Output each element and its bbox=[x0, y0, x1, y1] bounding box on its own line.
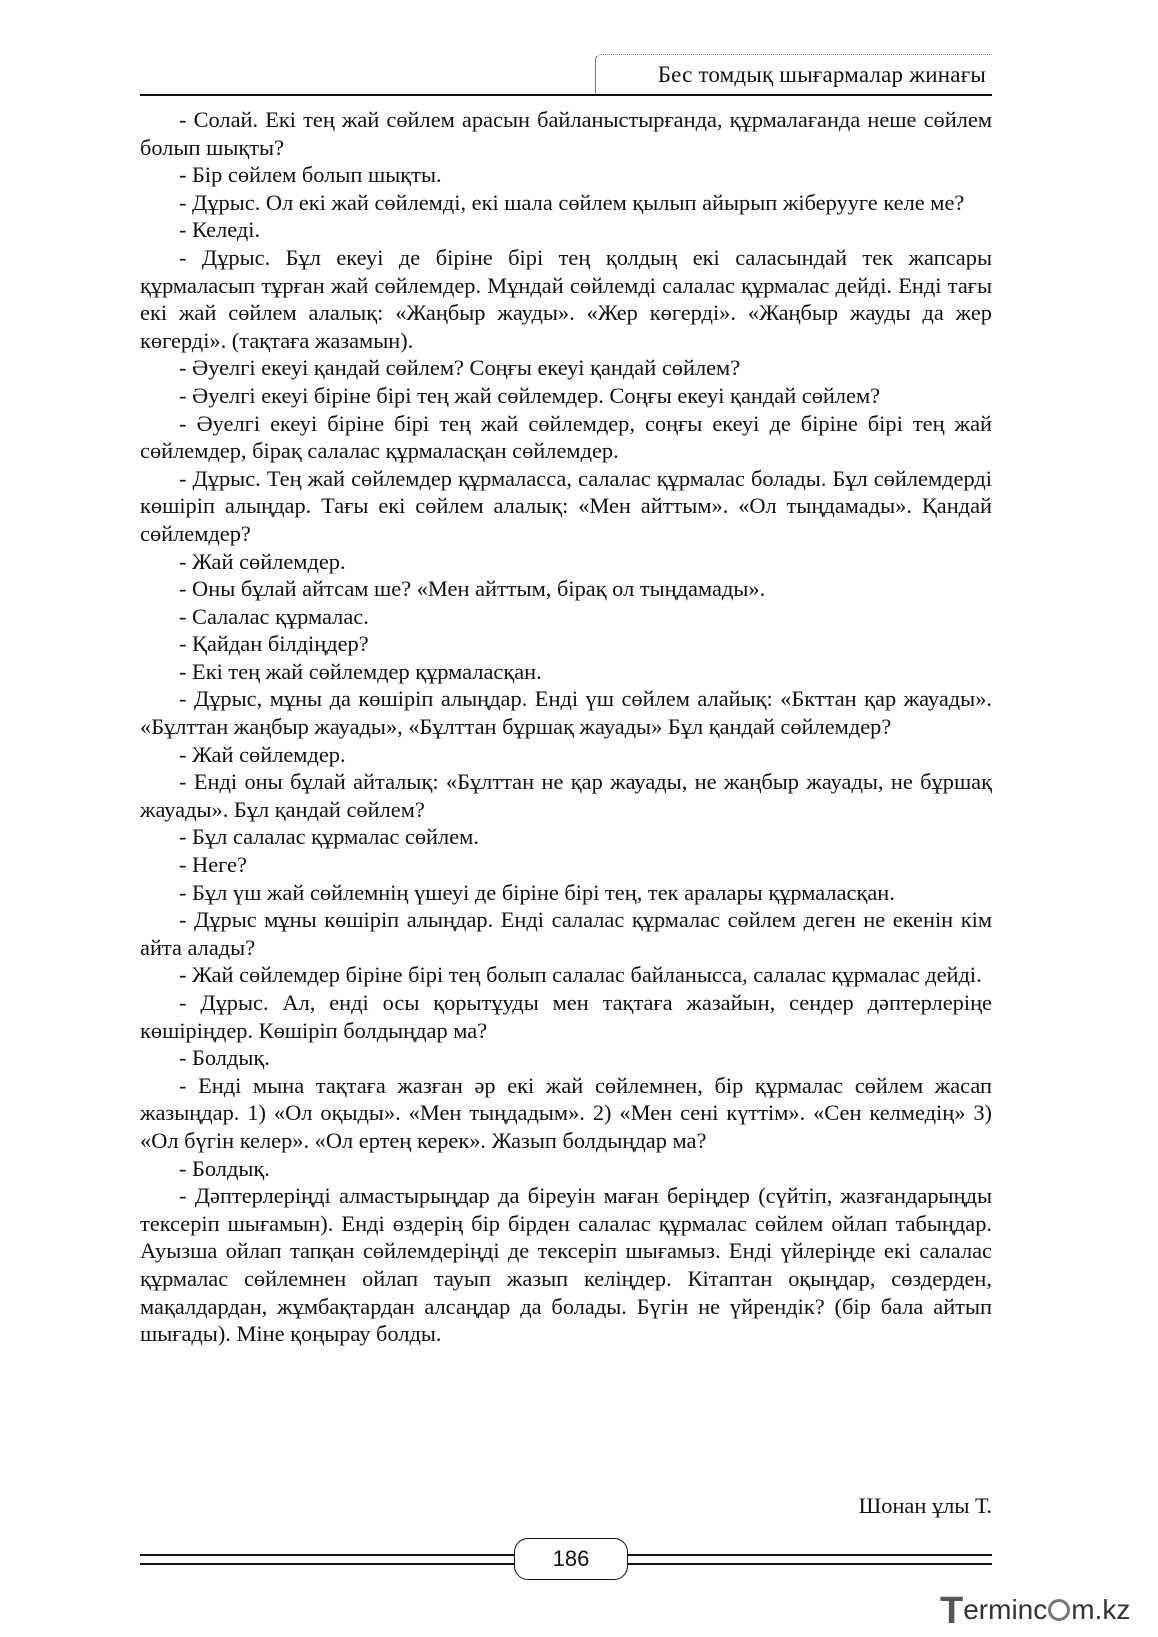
paragraph: - Салалас құрмалас. bbox=[179, 603, 369, 629]
paragraph: - Дұрыс мұны көшіріп алыңдар. Енді салалас құрмалас сөйлем деген не екенін кім айта алады? bbox=[140, 907, 992, 960]
body-text bbox=[140, 106, 992, 1348]
paragraph: - Келеді. bbox=[179, 217, 261, 243]
paragraph: - Бұл салалас құрмалас сөйлем. bbox=[179, 824, 479, 850]
paragraph: - Бір сөйлем болып шықты. bbox=[179, 162, 442, 188]
paragraph: - Солай. Екі тең жай сөйлем арасын байланыстырғанда, құрмалағанда неше сөйлем болып шықты? bbox=[140, 107, 992, 160]
paragraph: - Дұрыс. Ал, енді осы қорытұуды мен тақтаға жазайын, сендер дәптерлеріңе көшіріңдер. Көшіріп болдыңдар ма? bbox=[140, 990, 992, 1043]
header-rule bbox=[140, 94, 992, 96]
paragraph: - Дәптерлеріңді алмастырыңдар да біреуін маған беріңдер (сүйтіп, жазғандарыңды тексеріп шығамын). Енді өздерің бір бірден салалас құрмалас сөйлем ойлап табыңдар. Ауызша ойлап тапқан сөйлемдеріңді де тексеріп шығамыз. Енді үйлеріңде екі салалас құрмалас сөйлемнен ойлап тауып жазып келіңдер. Кітаптан оқыңдар, сөздерден, мақалдардан, жұмбақтардан алсаңдар да болады. Бүгін не үйрендік? (бір бала айтып шығады). Міне қоңырау болды. bbox=[140, 1183, 992, 1347]
footer-rule-right bbox=[620, 1554, 992, 1565]
footer-rule-left bbox=[140, 1554, 520, 1565]
paragraph: - Екі тең жай сөйлемдер құрмаласқан. bbox=[179, 658, 542, 684]
watermark-middle: ermin bbox=[963, 1594, 1034, 1625]
paragraph: - Әуелгі екеуі қандай сөйлем? Соңғы екеуі қандай сөйлем? bbox=[179, 355, 741, 381]
paragraph: - Неге? bbox=[179, 852, 247, 878]
paragraph: - Енді мына тақтаға жазған әр екі жай сөйлемнен, бір құрмалас сөйлем жасап жазыңдар. 1) «Ол оқыды». «Мен тыңдадым». 2) «Мен сені күттім». «Сен келмедің» 3) «Ол бүгін келер». «Ол ертең керек». Жазып болдыңдар ма? bbox=[140, 1072, 992, 1153]
paragraph: - Жай сөйлемдер. bbox=[179, 741, 346, 767]
paragraph: - Дұрыс. Ол екі жай сөйлемді, екі шала сөйлем қылып айырып жіберууге келе ме? bbox=[179, 189, 965, 215]
paragraph: - Оны бұлай айтсам ше? «Мен айттым, бірақ ол тыңдамады». bbox=[179, 576, 766, 602]
paragraph: - Дұрыс. Бұл екеуі де біріне бірі тең қолдың екі саласындай тек жапсары құрмаласып тұрған жай сөйлемдер. Мұндай сөйлемді салалас құрмалас дейді. Енді тағы екі жай сөйлем алалық: «Жаңбыр жауды». «Жер көгерді». «Жаңбыр жауды да жер көгерді». (тақтаға жазамын). bbox=[140, 244, 992, 353]
paragraph: - Жай сөйлемдер. bbox=[179, 548, 346, 574]
paragraph: - Дұрыс. Тең жай сөйлемдер құрмаласса, салалас құрмалас болады. Бұл сөйлемдерді көшіріп алыңдар. Тағы екі сөйлем алалық: «Мен айттым». «Ол тыңдамады». Қандай сөйлемдер? bbox=[140, 465, 992, 546]
magnifier-icon bbox=[1048, 1599, 1070, 1621]
running-header bbox=[140, 54, 992, 96]
signature: Шонан ұлы Т. bbox=[858, 1493, 992, 1518]
paragraph: - Бұл үш жай сөйлемнің үшеуі де біріне бірі тең, тек аралары құрмаласқан. bbox=[179, 879, 895, 905]
paragraph: - Әуелгі екеуі біріне бірі тең жай сөйлемдер, соңғы екеуі де біріне бірі тең жай сөйлемдер, бірақ салалас құрмаласқан сөйлемдер. bbox=[140, 410, 992, 464]
paragraph: - Болдық. bbox=[179, 1045, 270, 1071]
paragraph: - Жай сөйлемдер біріне бірі тең болып салалас байланысса, салалас құрмалас дейді. bbox=[179, 962, 982, 988]
paragraph: - Енді оны бұлай айталық: «Бұлттан не қар жауады, не жаңбыр жауады, не бұршақ жауады». Бұл қандай сөйлем? bbox=[140, 769, 992, 822]
paragraph: - Болдық. bbox=[179, 1155, 270, 1181]
header-title: Бес томдық шығармалар жинағы bbox=[657, 62, 986, 87]
watermark-t: T bbox=[940, 1590, 964, 1632]
paragraph: - Қайдан білдіңдер? bbox=[179, 631, 369, 657]
watermark-logo bbox=[940, 1590, 1130, 1630]
page-number: 186 bbox=[552, 1546, 590, 1571]
watermark-c: c bbox=[1033, 1594, 1048, 1625]
watermark-suffix: m.kz bbox=[1071, 1594, 1131, 1625]
page-number-box bbox=[514, 1538, 628, 1580]
paragraph: - Дұрыс, мұны да көшіріп алыңдар. Енді үш сөйлем алайық: «Бкттан қар жауады». «Бұлттан жаңбыр жауады», «Бұлттан бұршақ жауады» Бұл қандай сөйлемдер? bbox=[140, 686, 992, 740]
paragraph: - Әуелгі екеуі біріне бірі тең жай сөйлемдер. Соңғы екеуі қандай сөйлем? bbox=[179, 382, 881, 408]
